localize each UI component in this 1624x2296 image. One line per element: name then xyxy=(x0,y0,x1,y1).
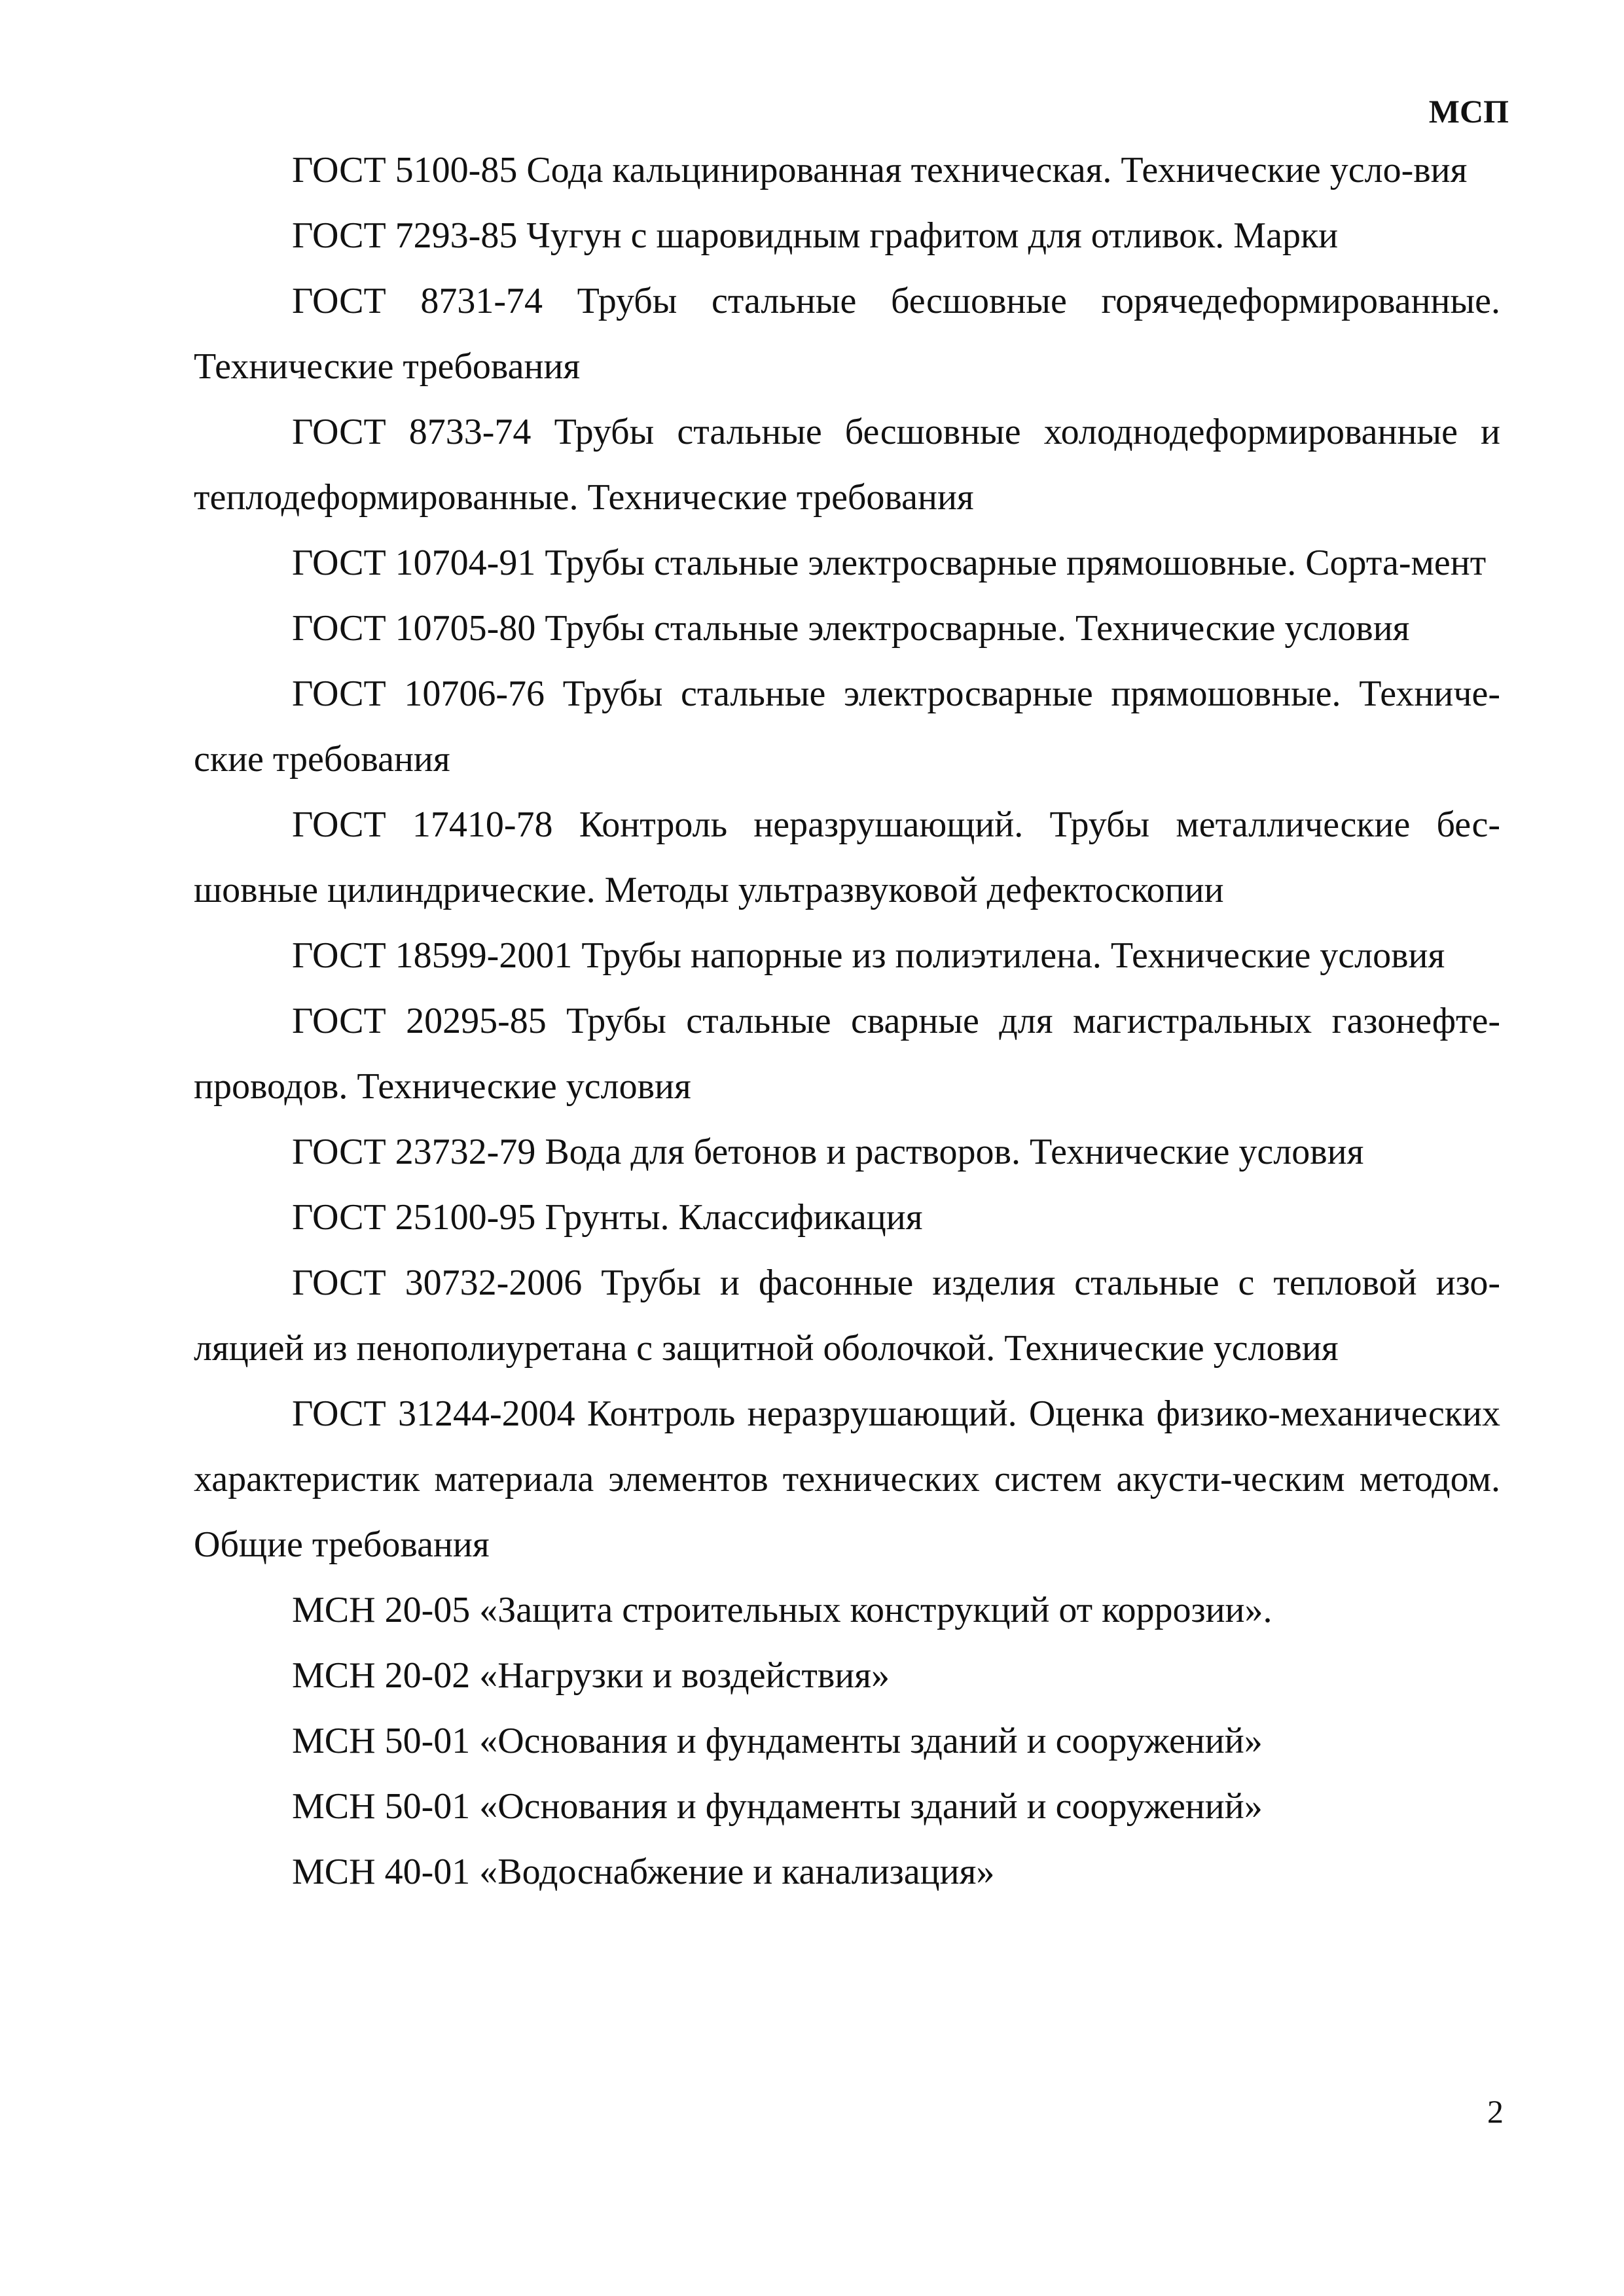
reference-item xyxy=(194,1774,1500,1839)
reference-title: Трубы и фасонные изделия стальные с тепловой изо-ляцией из пенополиуретана с защитной оболочкой. Технические условия xyxy=(194,1263,1501,1369)
reference-item xyxy=(194,596,1500,661)
reference-title: «Защита строительных конструкций от коррозии». xyxy=(479,1590,1272,1630)
reference-title: Трубы стальные сварные для магистральных газонефте-проводов. Технические условия xyxy=(194,1001,1500,1107)
reference-title: Трубы напорные из полиэтилена. Технические условия xyxy=(581,935,1445,976)
reference-code: ГОСТ 18599-2001 xyxy=(292,935,573,976)
reference-code: ГОСТ 17410-78 xyxy=(292,804,553,845)
reference-code: МСН 50-01 xyxy=(292,1721,471,1761)
reference-code: ГОСТ 23732-79 xyxy=(292,1132,536,1172)
reference-title: «Водоснабжение и канализация» xyxy=(479,1852,995,1892)
reference-code: МСН 40-01 xyxy=(292,1852,471,1892)
reference-title: Трубы стальные электросварные прямошовные. Сорта-мент xyxy=(545,543,1487,583)
reference-title: Контроль неразрушающий. Оценка физико-механических характеристик материала элементов технических систем акусти-ческим методом. Общие требования xyxy=(194,1393,1501,1565)
reference-item xyxy=(194,203,1500,268)
reference-code: ГОСТ 5100-85 xyxy=(292,150,518,190)
reference-item xyxy=(194,661,1500,792)
reference-item xyxy=(194,268,1500,399)
reference-item xyxy=(194,792,1500,923)
reference-title: Трубы стальные электросварные. Технические условия xyxy=(545,608,1410,649)
reference-code: ГОСТ 8731-74 xyxy=(292,281,543,321)
document-code-header: МСП xyxy=(1428,93,1509,130)
reference-item xyxy=(194,923,1500,988)
reference-item xyxy=(194,1839,1500,1905)
reference-code: ГОСТ 31244-2004 xyxy=(292,1393,575,1434)
reference-code: ГОСТ 30732-2006 xyxy=(292,1263,583,1303)
reference-item xyxy=(194,1185,1500,1250)
reference-code: ГОСТ 10704-91 xyxy=(292,543,536,583)
reference-title: Трубы стальные электросварные прямошовные. Техниче-ские требования xyxy=(194,673,1501,780)
reference-title: Контроль неразрушающий. Трубы металлические бес-шовные цилиндрические. Методы ультразвуковой дефектоскопии xyxy=(194,804,1501,910)
reference-title: «Нагрузки и воздействия» xyxy=(479,1655,890,1696)
reference-code: ГОСТ 25100-95 xyxy=(292,1197,536,1238)
reference-item xyxy=(194,1250,1500,1381)
reference-item xyxy=(194,399,1500,530)
reference-code: ГОСТ 8733-74 xyxy=(292,412,532,452)
page-number: 2 xyxy=(1487,2093,1504,2130)
reference-title: Вода для бетонов и растворов. Технические условия xyxy=(545,1132,1364,1172)
reference-code: МСН 20-05 xyxy=(292,1590,471,1630)
reference-code: ГОСТ 10705-80 xyxy=(292,608,536,649)
reference-title: Трубы стальные бесшовные холоднодеформированные и теплодеформированные. Технические требования xyxy=(194,412,1501,518)
reference-title: «Основания и фундаменты зданий и сооружений» xyxy=(479,1786,1263,1827)
reference-item xyxy=(194,137,1500,203)
reference-code: ГОСТ 10706-76 xyxy=(292,673,545,714)
reference-item xyxy=(194,1708,1500,1774)
reference-item xyxy=(194,988,1500,1119)
normative-references-list xyxy=(194,137,1500,1905)
reference-code: МСН 20-02 xyxy=(292,1655,471,1696)
reference-item xyxy=(194,1643,1500,1708)
reference-item xyxy=(194,530,1500,596)
reference-item xyxy=(194,1119,1500,1185)
reference-title: Трубы стальные бесшовные горячедеформированные. Технические требования xyxy=(194,281,1501,387)
reference-item xyxy=(194,1381,1500,1577)
reference-title: Сода кальцинированная техническая. Технические усло-вия xyxy=(526,150,1468,190)
reference-item xyxy=(194,1577,1500,1643)
reference-code: ГОСТ 7293-85 xyxy=(292,215,518,256)
reference-code: ГОСТ 20295-85 xyxy=(292,1001,547,1041)
reference-title: Грунты. Классификация xyxy=(545,1197,923,1238)
reference-title: Чугун с шаровидным графитом для отливок. Марки xyxy=(526,215,1339,256)
reference-code: МСН 50-01 xyxy=(292,1786,471,1827)
reference-title: «Основания и фундаменты зданий и сооружений» xyxy=(479,1721,1263,1761)
